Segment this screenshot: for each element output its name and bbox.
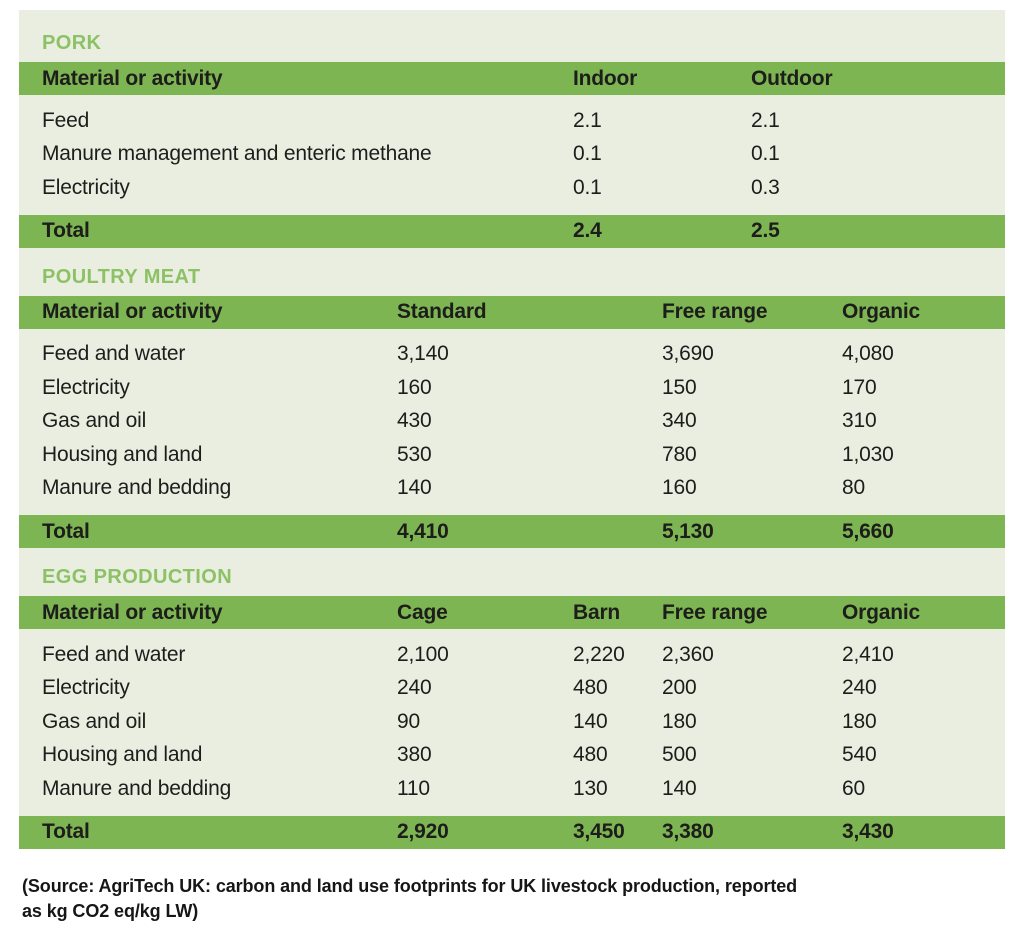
row-value: 180: [662, 709, 697, 733]
column-header: Organic: [842, 600, 920, 624]
row-value: 4,080: [842, 342, 894, 366]
total-value: 3,450: [573, 820, 625, 843]
row-value: 140: [397, 476, 432, 500]
row-value: 2.1: [751, 108, 780, 132]
section-title-poultry-meat: POULTRY MEAT: [42, 265, 201, 288]
section-title-pork: PORK: [42, 32, 102, 54]
total-value: 2.4: [573, 219, 602, 242]
row-label: Manure management and enteric methane: [42, 142, 432, 166]
table-row: [19, 472, 1005, 506]
column-header: Material or activity: [42, 66, 223, 90]
column-header: Free range: [662, 600, 768, 624]
row-value: 530: [397, 442, 432, 466]
column-header: Outdoor: [751, 66, 833, 90]
source-note: [22, 874, 797, 924]
total-label: Total: [42, 219, 90, 242]
livestock-tables-panel: [19, 10, 1005, 849]
table-row: [19, 371, 1005, 405]
row-value: 2,100: [397, 642, 449, 666]
total-value: 4,410: [397, 519, 449, 543]
row-value: 240: [842, 676, 877, 700]
row-label: Feed and water: [42, 642, 186, 666]
table-row: [19, 672, 1005, 706]
table-row: [19, 138, 1005, 172]
egg-header-row: [19, 596, 1005, 629]
table-row: [19, 104, 1005, 138]
row-value: 90: [397, 709, 420, 733]
row-label: Housing and land: [42, 442, 203, 466]
row-value: 80: [842, 476, 865, 500]
row-label: Electricity: [42, 676, 130, 700]
row-value: 0.1: [573, 175, 602, 199]
total-value: 5,660: [842, 519, 894, 543]
column-header: Cage: [397, 600, 448, 624]
table-row: [19, 338, 1005, 372]
table-row: [19, 638, 1005, 672]
row-value: 0.1: [751, 142, 780, 166]
egg-table-body: [19, 629, 1005, 816]
row-value: 380: [397, 743, 432, 767]
section-poultry-meat: [19, 248, 1005, 549]
table-row: [19, 171, 1005, 205]
row-value: 430: [397, 409, 432, 433]
table-row: [19, 438, 1005, 472]
column-header: Organic: [842, 300, 920, 323]
poultry-table-body: [19, 329, 1005, 516]
section-title-egg-production: EGG PRODUCTION: [42, 566, 233, 588]
pork-table-body: [19, 95, 1005, 215]
row-value: 480: [573, 743, 608, 767]
pork-total-row: [19, 215, 1005, 248]
total-value: 2.5: [751, 219, 780, 242]
column-header: Material or activity: [42, 600, 223, 624]
row-label: Gas and oil: [42, 709, 147, 733]
source-note-line-1: (Source: AgriTech UK: carbon and land use footprints for UK livestock production, reported: [22, 876, 798, 896]
row-value: 310: [842, 409, 877, 433]
pork-header-row: [19, 62, 1005, 95]
row-value: 3,690: [662, 342, 714, 366]
row-value: 150: [662, 375, 697, 399]
column-header: Material or activity: [42, 300, 223, 323]
row-label: Electricity: [42, 375, 130, 399]
table-row: [19, 705, 1005, 739]
poultry-total-row: [19, 515, 1005, 548]
row-label: Feed and water: [42, 342, 186, 366]
section-egg-production: [19, 548, 1005, 849]
row-label: Gas and oil: [42, 409, 147, 433]
row-value: 60: [842, 776, 865, 800]
table-row: [19, 739, 1005, 773]
row-value: 500: [662, 743, 697, 767]
column-header: Indoor: [573, 66, 638, 90]
row-value: 130: [573, 776, 608, 800]
row-value: 160: [397, 375, 432, 399]
row-value: 1,030: [842, 442, 894, 466]
section-pork: [19, 10, 1005, 248]
row-value: 0.1: [573, 142, 602, 166]
row-value: 2,220: [573, 642, 625, 666]
table-row: [19, 405, 1005, 439]
row-value: 2,410: [842, 642, 894, 666]
row-value: 540: [842, 743, 877, 767]
row-value: 480: [573, 676, 608, 700]
total-value: 2,920: [397, 820, 449, 843]
poultry-header-row: [19, 296, 1005, 329]
row-label: Electricity: [42, 175, 130, 199]
total-value: 3,380: [662, 820, 714, 843]
column-header: Standard: [397, 300, 487, 323]
row-value: 170: [842, 375, 877, 399]
column-header: Barn: [573, 600, 621, 624]
row-label: Manure and bedding: [42, 476, 232, 500]
row-value: 0.3: [751, 175, 780, 199]
column-header: Free range: [662, 300, 768, 323]
row-value: 3,140: [397, 342, 449, 366]
row-value: 340: [662, 409, 697, 433]
row-value: 200: [662, 676, 697, 700]
row-value: 110: [397, 776, 430, 800]
row-label: Manure and bedding: [42, 776, 232, 800]
egg-total-row: [19, 816, 1005, 849]
row-label: Housing and land: [42, 743, 203, 767]
total-value: 5,130: [662, 519, 714, 543]
row-value: 140: [662, 776, 697, 800]
row-value: 180: [842, 709, 877, 733]
total-label: Total: [42, 820, 90, 843]
table-row: [19, 772, 1005, 806]
row-label: Feed: [42, 108, 90, 132]
row-value: 2.1: [573, 108, 602, 132]
row-value: 780: [662, 442, 697, 466]
row-value: 2,360: [662, 642, 714, 666]
source-note-line-2: as kg CO2 eq/kg LW): [22, 901, 199, 921]
row-value: 160: [662, 476, 697, 500]
total-value: 3,430: [842, 820, 894, 843]
total-label: Total: [42, 519, 90, 543]
row-value: 240: [397, 676, 432, 700]
row-value: 140: [573, 709, 608, 733]
